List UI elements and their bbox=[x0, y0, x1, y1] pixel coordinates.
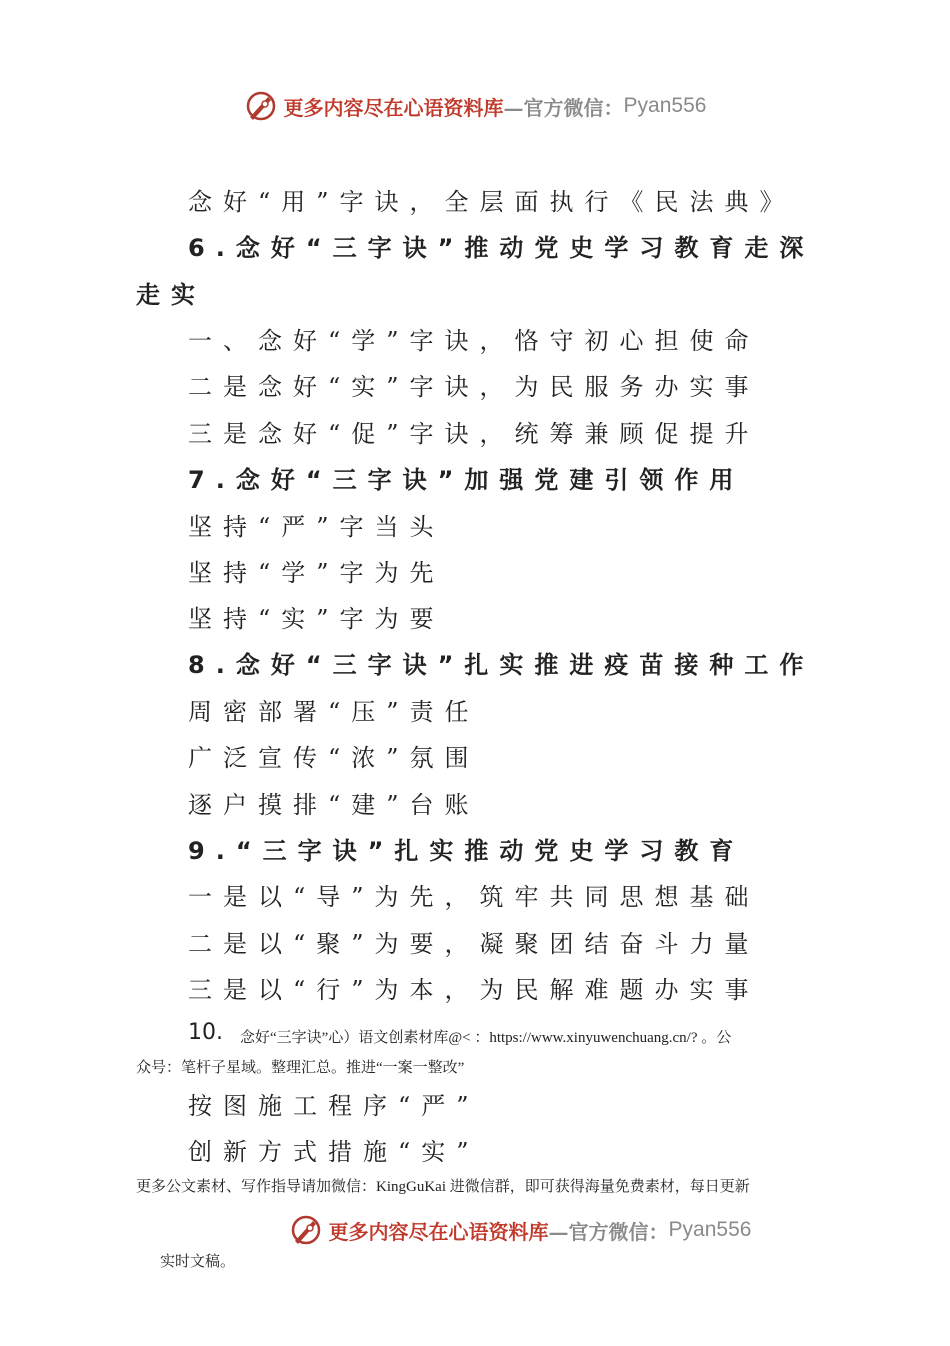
footer-text: 实时文稿。 bbox=[160, 1254, 236, 1270]
text-line: 逐户摸排“建”台账 bbox=[188, 791, 480, 819]
text-line: 坚持“实”字为要 bbox=[188, 605, 445, 633]
pen-logo-icon bbox=[244, 89, 278, 123]
banner-wechat-id: Pyan556 bbox=[668, 1218, 752, 1241]
section-number-10: 10. bbox=[188, 1020, 223, 1045]
section-heading-7: 7.念好“三字诀”加强党建引领作用 bbox=[188, 466, 745, 494]
banner-wechat-label: —官方微信： bbox=[548, 1219, 669, 1244]
text-line: 坚持“严”字当头 bbox=[188, 513, 445, 541]
text-line: 周密部署“压”责任 bbox=[188, 698, 480, 726]
footer-text: 更多公文素材、写作指导请加微信：KingGuKai 进微信群，即可获得海量免费素材，每日更新 bbox=[136, 1179, 750, 1195]
pen-logo-icon bbox=[289, 1213, 323, 1247]
section-heading-9: 9.“三字诀”扎实推动党史学习教育 bbox=[188, 837, 745, 865]
text-line: 二是以“聚”为要，凝聚团结奋斗力量 bbox=[188, 930, 760, 958]
banner-wechat-label: —官方微信： bbox=[503, 95, 624, 120]
text-line: 创新方式措施“实” bbox=[188, 1138, 480, 1166]
banner-title: 更多内容尽在心语资料库 bbox=[283, 95, 504, 120]
footer-banner bbox=[0, 1210, 950, 1250]
banner-title: 更多内容尽在心语资料库 bbox=[328, 1219, 549, 1244]
text-line-small: 念好“三字诀”心）语文创素材库@< ：https://www.xinyuwenchuang.cn/? 。公 bbox=[240, 1030, 732, 1046]
text-line: 按图施工程序“严” bbox=[188, 1092, 480, 1120]
header-banner bbox=[0, 86, 950, 126]
section-heading-6: 6.念好“三字诀”推动党史学习教育走深 bbox=[188, 234, 815, 262]
text-line: 念好“用”字诀，全层面执行《民法典》 bbox=[188, 188, 795, 216]
text-line: 三是以“行”为本，为民解难题办实事 bbox=[188, 976, 760, 1004]
text-line: 坚持“学”字为先 bbox=[188, 559, 445, 587]
text-line-small: 众号：笔杆子星域。整理汇总。推进“一案一整改” bbox=[136, 1060, 465, 1076]
text-line: 广泛宣传“浓”氛围 bbox=[188, 744, 480, 772]
banner-wechat-id: Pyan556 bbox=[623, 94, 707, 117]
text-line: 一、念好“学”字诀，恪守初心担使命 bbox=[188, 327, 760, 355]
text-line: 三是念好“促”字诀，统筹兼顾促提升 bbox=[188, 420, 760, 448]
section-heading-6-cont: 走实 bbox=[136, 281, 206, 309]
text-line: 二是念好“实”字诀，为民服务办实事 bbox=[188, 373, 760, 401]
section-heading-8: 8.念好“三字诀”扎实推进疫苗接种工作 bbox=[188, 651, 815, 679]
text-line: 一是以“导”为先，筑牢共同思想基础 bbox=[188, 883, 760, 911]
